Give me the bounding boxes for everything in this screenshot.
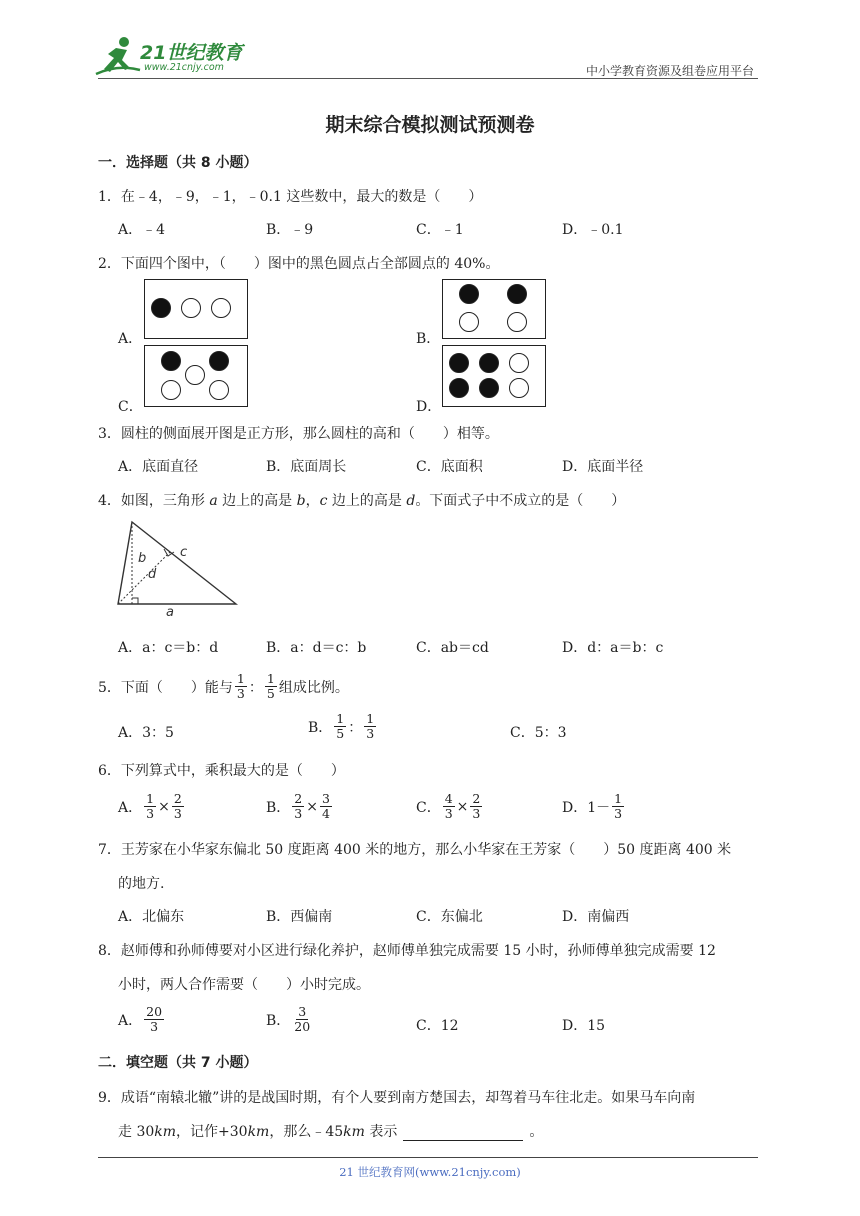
q6-option-c (416, 792, 484, 821)
denominator: 3 (472, 806, 481, 821)
numerator: 1 (366, 711, 375, 726)
fraction (320, 792, 332, 821)
black-dot (479, 353, 499, 373)
black-dot (479, 378, 499, 398)
q3-option-b: B．底面周长 (266, 459, 347, 475)
fraction (292, 792, 304, 821)
q2-figure-d (442, 345, 546, 407)
q3-option-d: D．底面半径 (562, 459, 644, 475)
option-label: B． (266, 1012, 291, 1029)
question-8-line-1: 8．赵师傅和孙师傅要对小区进行绿化养护，赵师傅单独完成需要 15 小时，孙师傅单独完成需要 12 (98, 943, 716, 959)
q4-option-d: D．d：a＝b：c (562, 640, 664, 656)
fig-label-b: b (138, 551, 147, 566)
denominator: 3 (173, 806, 182, 821)
numerator: 3 (298, 1004, 307, 1019)
runner-logo-icon (94, 34, 142, 78)
q3-option-c: C．底面积 (416, 459, 483, 475)
question-7-line-2: 的地方. (118, 876, 165, 892)
q5-option-b (308, 712, 378, 741)
q8-option-b (266, 1005, 314, 1034)
option-label: D． (562, 799, 588, 816)
denominator: 3 (366, 726, 375, 741)
white-dot (161, 380, 181, 400)
unit-km: km (247, 1124, 270, 1140)
option-label: A． (118, 1012, 143, 1029)
q2-figure-b (442, 279, 546, 339)
unit-km: km (343, 1124, 365, 1140)
black-dot (459, 284, 479, 304)
denominator: 3 (146, 806, 155, 821)
denominator: 3 (150, 1019, 159, 1034)
q7-option-c: C．东偏北 (416, 909, 483, 925)
q8-option-d: D．15 (562, 1018, 606, 1034)
numerator: 4 (444, 791, 453, 806)
q7-option-b: B．西偏南 (266, 909, 333, 925)
q2-figure-a (144, 279, 248, 339)
var-b: b (296, 493, 306, 509)
denominator: 4 (321, 806, 330, 821)
var-c: c (319, 493, 328, 509)
fig-label-d: d (148, 567, 157, 582)
q6-option-d (562, 792, 626, 821)
q5-text-part: 5．下面（ ）能与 (98, 679, 233, 696)
white-dot (509, 378, 529, 398)
ratio-sign: ： (248, 679, 263, 696)
fig-label-c: c (180, 545, 188, 560)
q4-option-b: B．a：d＝c：b (266, 640, 367, 656)
q6-option-a (118, 792, 186, 821)
black-dot (449, 378, 469, 398)
times-sign: × (158, 798, 170, 815)
black-dot (151, 298, 171, 318)
answer-blank[interactable] (403, 1126, 523, 1141)
logo-text: 21世纪教育 (140, 42, 243, 64)
question-1: 1．在﹣4，﹣9，﹣1，﹣0.1 这些数中，最大的数是（ ） (98, 189, 483, 205)
fraction (144, 792, 156, 821)
q9-text-part: 。 (529, 1124, 544, 1140)
fraction (172, 792, 184, 821)
q4-option-a: A．a：c＝b：d (118, 640, 219, 656)
q5-option-a: A．3：5 (118, 725, 174, 741)
numerator: 2 (294, 791, 303, 806)
times-sign: × (306, 798, 318, 815)
denominator: 5 (266, 686, 275, 701)
white-dot (459, 312, 479, 332)
q9-text-part: 走 30 (118, 1124, 155, 1140)
q8-option-c: C．12 (416, 1018, 459, 1034)
q2-option-c: C． (118, 399, 143, 415)
white-dot (185, 365, 205, 385)
question-3: 3．圆柱的侧面展开图是正方形，那么圆柱的高和（ ）相等。 (98, 426, 499, 442)
q6-option-b (266, 792, 334, 821)
option-label: A． (118, 799, 143, 816)
question-5 (98, 672, 349, 701)
denominator: 3 (444, 806, 453, 821)
denominator: 20 (294, 1019, 311, 1034)
fraction (144, 1005, 164, 1034)
q9-text-part: ，那么﹣45 (269, 1124, 344, 1140)
fraction (292, 1005, 312, 1034)
q4-text-part: 4．如图，三角形 (98, 493, 210, 509)
var-d: d (406, 493, 416, 509)
option-label: B． (308, 719, 333, 736)
logo (94, 34, 264, 78)
numerator: 2 (472, 791, 481, 806)
fraction (470, 792, 482, 821)
q4-triangle-figure (114, 518, 242, 618)
denominator: 3 (294, 806, 303, 821)
numerator: 1 (336, 711, 345, 726)
q7-option-d: D．南偏西 (562, 909, 630, 925)
q1-option-d: D．﹣0.1 (562, 222, 624, 238)
expression-part: 1－ (587, 799, 611, 816)
fraction (334, 712, 346, 741)
fig-label-a: a (166, 605, 174, 618)
q2-figure-c (144, 345, 248, 407)
page-title: 期末综合模拟测试预测卷 (325, 114, 535, 136)
q4-text-part: 。下面式子中不成立的是（ ） (415, 493, 626, 509)
denominator: 3 (236, 686, 245, 701)
q9-text-part: ，记作+30 (176, 1124, 248, 1140)
denominator: 5 (336, 726, 345, 741)
fraction (612, 792, 624, 821)
white-dot (209, 380, 229, 400)
q4-text-part: 边上的高是 (327, 493, 407, 509)
question-8-line-2: 小时，两人合作需要（ ）小时完成。 (118, 977, 370, 993)
question-7-line-1: 7．王芳家在小华家东偏北 50 度距离 400 米的地方，那么小华家在王芳家（ ）50 度距离 400 米 (98, 842, 732, 858)
black-dot (209, 351, 229, 371)
white-dot (507, 312, 527, 332)
q4-text-part: 边上的高是 (217, 493, 297, 509)
q1-option-a: A．﹣4 (118, 222, 166, 238)
footer-text: 21 世纪教育网(www.21cnjy.com) (339, 1165, 521, 1179)
numerator: 20 (146, 1004, 163, 1019)
black-dot (507, 284, 527, 304)
numerator: 1 (266, 671, 275, 686)
q8-option-a (118, 1005, 166, 1034)
question-4 (98, 490, 625, 510)
logo-url: www.21cnjy.com (144, 62, 224, 73)
q4-option-c: C．ab＝cd (416, 640, 489, 656)
q3-option-a: A．底面直径 (118, 459, 199, 475)
question-6: 6．下列算式中，乘积最大的是（ ） (98, 763, 345, 779)
black-dot (161, 351, 181, 371)
option-label: B． (266, 799, 291, 816)
numerator: 1 (236, 671, 245, 686)
q1-option-c: C．﹣1 (416, 222, 464, 238)
q1-option-b: B．﹣9 (266, 222, 314, 238)
q2-option-b: B． (416, 331, 441, 347)
q2-option-d: D． (416, 399, 442, 415)
white-dot (509, 353, 529, 373)
fraction (265, 672, 277, 701)
white-dot (211, 298, 231, 318)
option-label: C． (416, 799, 441, 816)
platform-name: 中小学教育资源及组卷应用平台 (585, 64, 754, 78)
fraction (364, 712, 376, 741)
q2-option-a: A． (118, 331, 143, 347)
var-a: a (209, 493, 218, 509)
section-heading-fill: 二．填空题（共 7 小题） (98, 1055, 258, 1071)
header-divider (98, 78, 758, 79)
q5-text-part: 组成比例。 (278, 679, 349, 696)
unit-km: km (154, 1124, 177, 1140)
footer-divider (98, 1157, 758, 1158)
q7-option-a: A．北偏东 (118, 909, 185, 925)
section-heading-choice: 一．选择题（共 8 小题） (98, 155, 258, 171)
question-9-line-1: 9．成语“南辕北辙”讲的是战国时期，有个人要到南方楚国去，却驾着马车往北走。如果马车向南 (98, 1090, 696, 1106)
white-dot (181, 298, 201, 318)
question-2: 2．下面四个图中，（ ）图中的黑色圆点占全部圆点的 40%。 (98, 256, 500, 272)
times-sign: × (456, 798, 469, 815)
black-dot (449, 353, 469, 373)
q9-text-part: 表示 (364, 1124, 398, 1140)
numerator: 2 (173, 791, 182, 806)
numerator: 3 (321, 791, 330, 806)
fraction (443, 792, 455, 821)
numerator: 1 (146, 791, 155, 806)
ratio-sign: ： (348, 719, 363, 736)
numerator: 1 (614, 791, 623, 806)
denominator: 3 (614, 806, 623, 821)
fraction (235, 672, 247, 701)
q4-text-part: ， (305, 493, 320, 509)
question-9-line-2 (118, 1121, 543, 1141)
q5-option-c: C．5：3 (510, 725, 567, 741)
